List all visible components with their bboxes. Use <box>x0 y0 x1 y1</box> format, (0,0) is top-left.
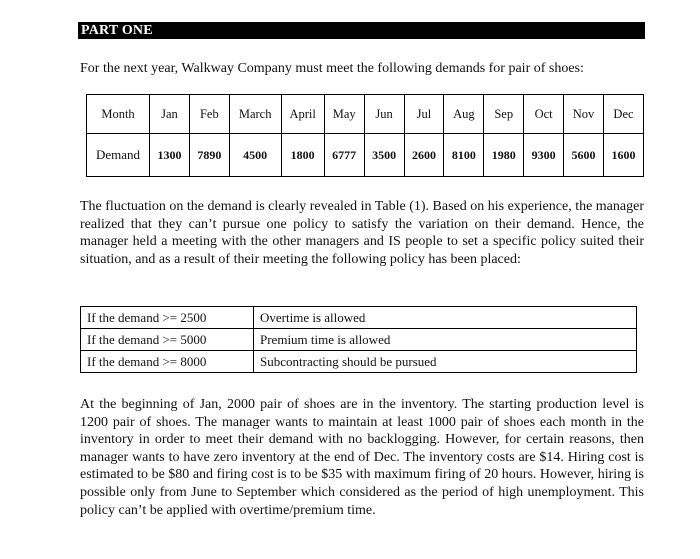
policy-table <box>80 306 637 373</box>
policy-action: Subcontracting should be pursued <box>254 351 637 373</box>
demand-cell: 6777 <box>324 134 364 177</box>
demand-cell: 3500 <box>364 134 404 177</box>
demand-header-cell: Demand <box>87 134 150 177</box>
demand-cell: 1980 <box>484 134 524 177</box>
policy-condition: If the demand >= 2500 <box>81 307 254 329</box>
intro-text: For the next year, Walkway Company must meet the following demands for pair of shoes: <box>80 61 584 76</box>
demand-cell: 8100 <box>444 134 484 177</box>
demand-cell: 7890 <box>189 134 229 177</box>
policy-action: Overtime is allowed <box>254 307 637 329</box>
demand-row <box>87 134 644 177</box>
policy-row <box>81 307 637 329</box>
paragraph-demand-fluctuation: The fluctuation on the demand is clearly revealed in Table (1). Based on his experience, the manager realized that they can’t pursue one policy to satisfy the variation on their demand. Hence, the manager held a meeting with the other managers and IS people to set a specific policy suited their situation, and as a result of their meeting the following policy has been placed: <box>80 199 644 267</box>
month-cell: Jun <box>364 95 404 134</box>
demand-cell: 5600 <box>564 134 604 177</box>
demand-cell: 2600 <box>404 134 444 177</box>
demand-cell: 9300 <box>524 134 564 177</box>
demand-table <box>86 94 644 177</box>
month-header-cell: Month <box>87 95 150 134</box>
month-cell: Dec <box>603 95 643 134</box>
month-cell: May <box>324 95 364 134</box>
month-cell: Sep <box>484 95 524 134</box>
paragraph-inventory-details: At the beginning of Jan, 2000 pair of shoes are in the inventory. The starting production level is 1200 pair of shoes. The manager wants to maintain at least 1000 pair of shoes each month in the inventory in order to meet their demand with no backlogging. However, for certain reasons, then manager wants to have zero inventory at the end of Dec. The inventory costs are $14. Hiring cost is estimated to be $80 and firing cost is to be $35 with maximum firing of 20 hours. However, hiring is possible only from June to September which considered as the period of high unemployment. This policy can’t be applied with overtime/premium time. <box>80 397 644 518</box>
month-cell: Oct <box>524 95 564 134</box>
month-cell: Jan <box>150 95 190 134</box>
policy-condition: If the demand >= 8000 <box>81 351 254 373</box>
demand-cell: 1300 <box>150 134 190 177</box>
month-cell: Feb <box>189 95 229 134</box>
section-heading: PART ONE <box>78 22 645 39</box>
month-row <box>87 95 644 134</box>
policy-row <box>81 329 637 351</box>
policy-action: Premium time is allowed <box>254 329 637 351</box>
policy-row <box>81 351 637 373</box>
month-cell: Nov <box>564 95 604 134</box>
month-cell: Aug <box>444 95 484 134</box>
month-cell: March <box>229 95 281 134</box>
policy-condition: If the demand >= 5000 <box>81 329 254 351</box>
demand-cell: 1600 <box>603 134 643 177</box>
month-cell: Jul <box>404 95 444 134</box>
month-cell: April <box>281 95 324 134</box>
demand-cell: 1800 <box>281 134 324 177</box>
demand-cell: 4500 <box>229 134 281 177</box>
